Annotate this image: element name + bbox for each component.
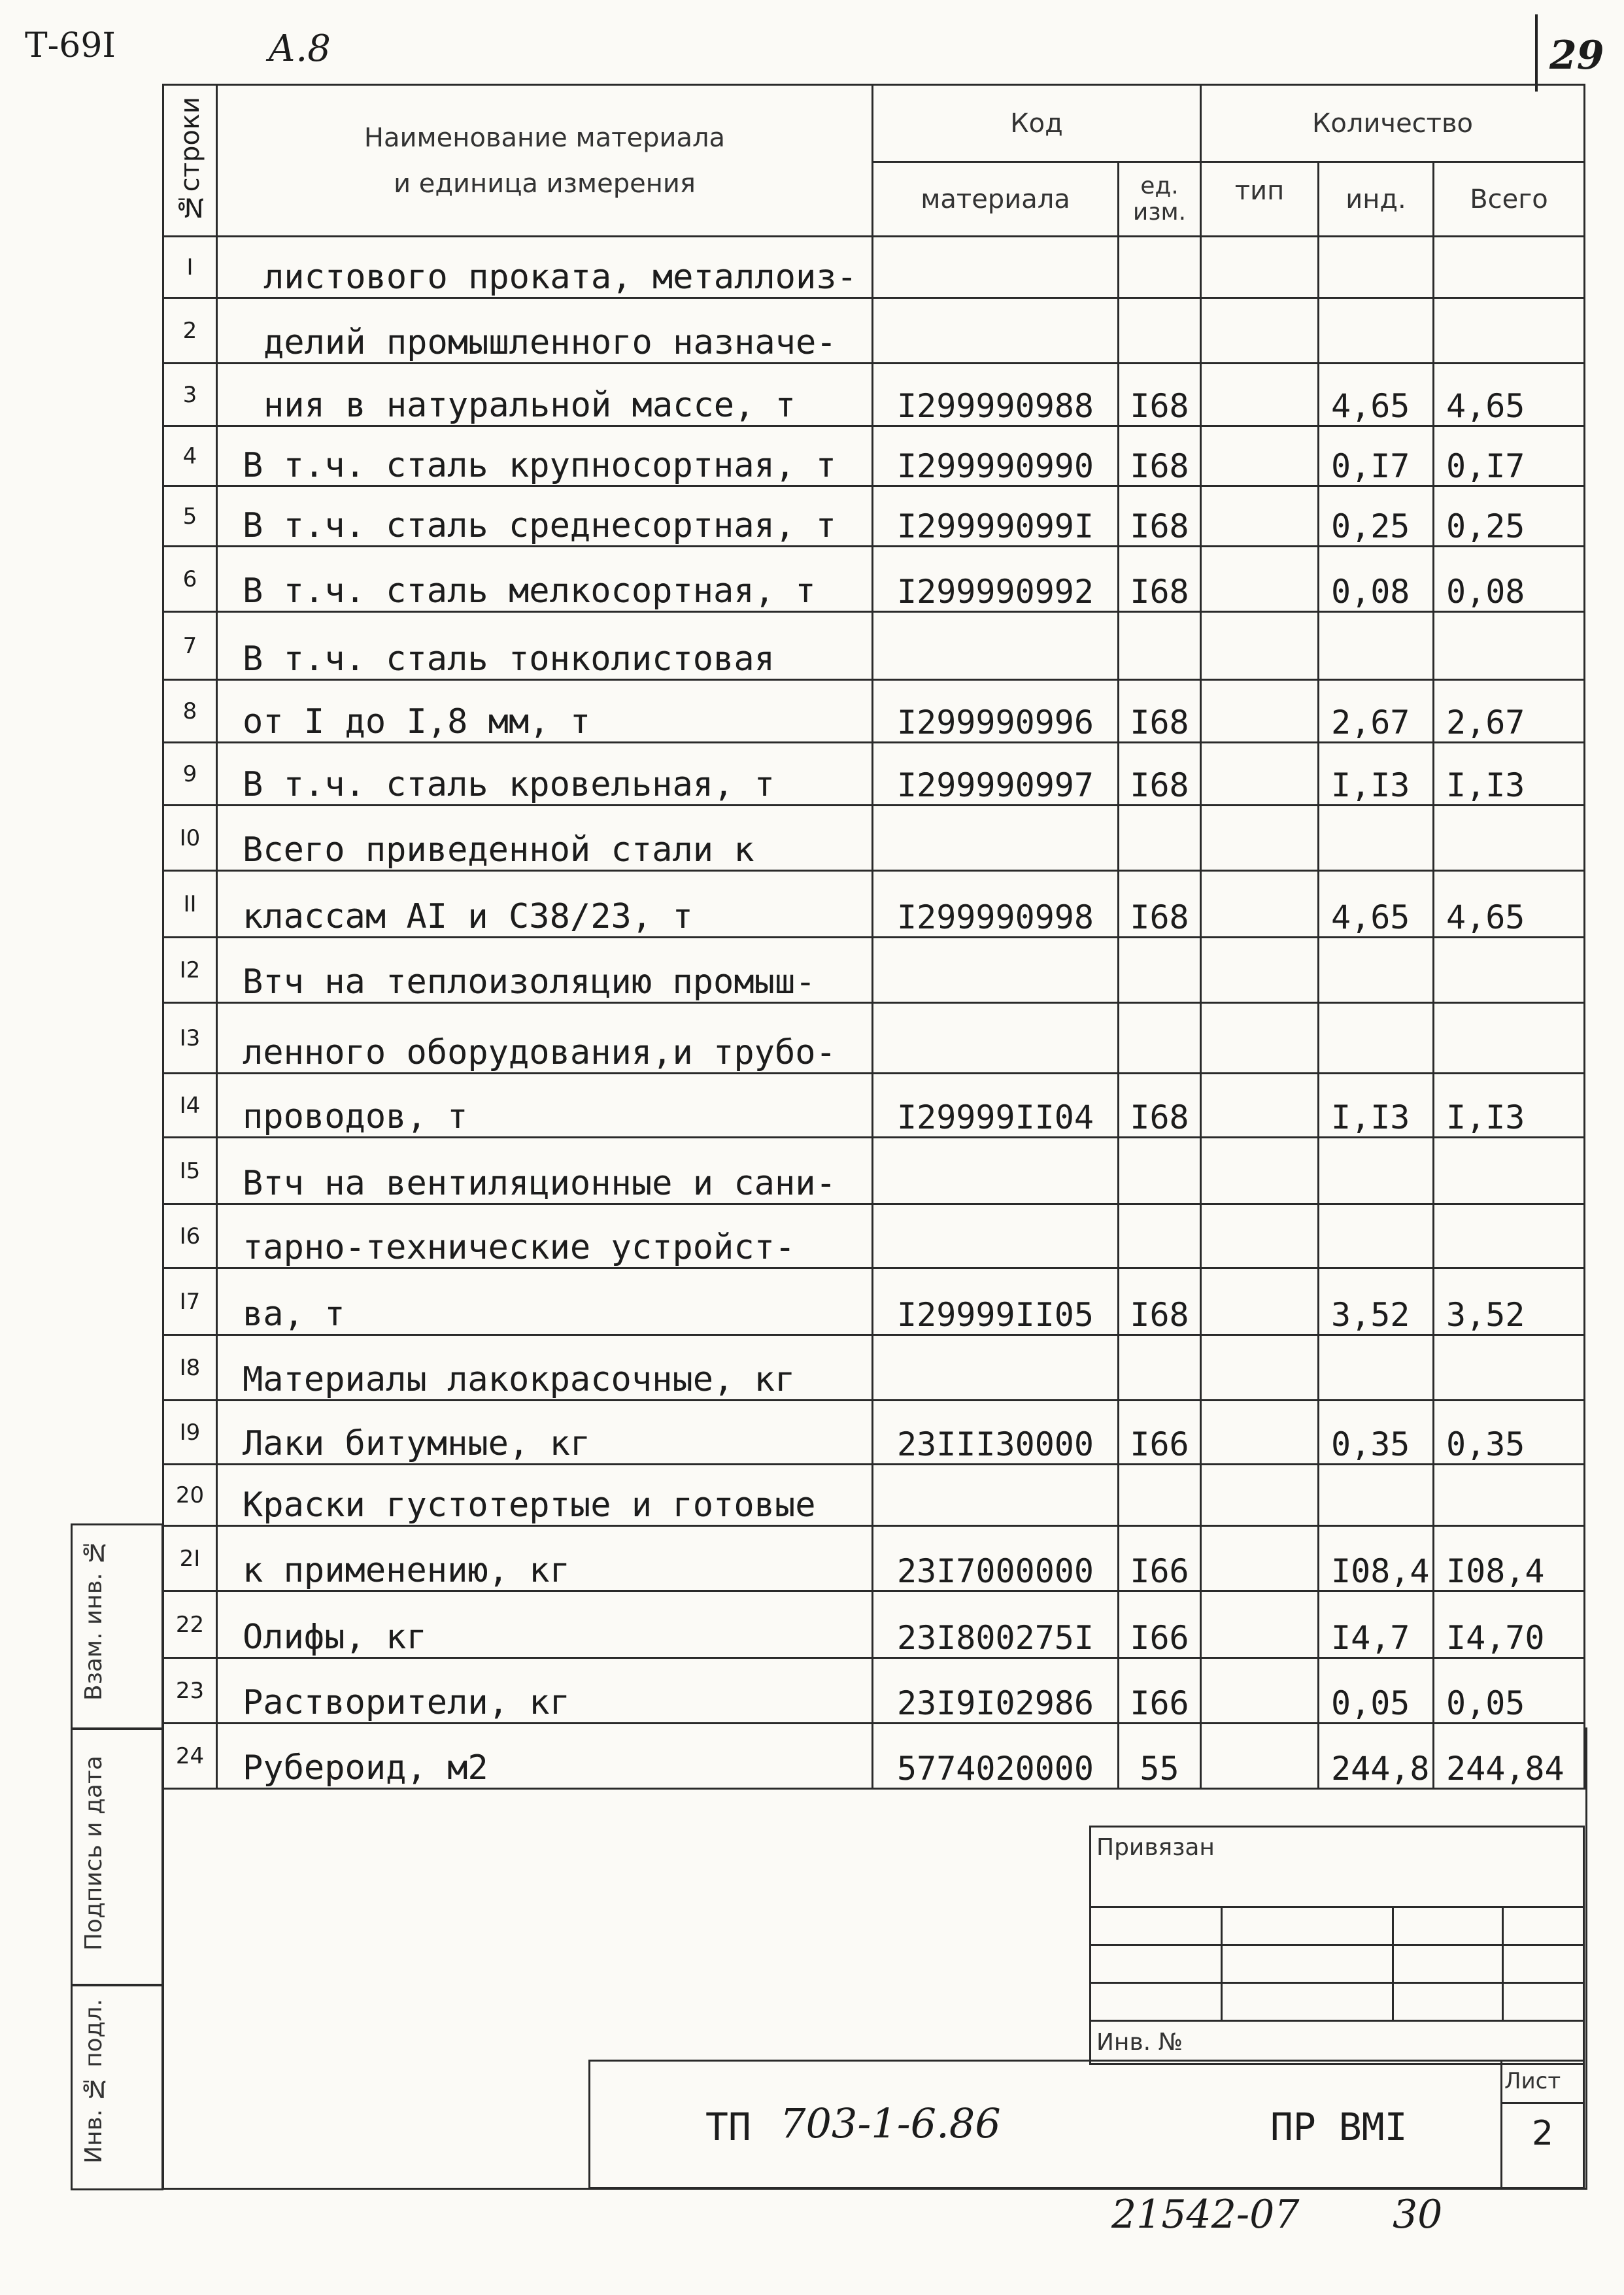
table-row <box>163 1465 1585 1526</box>
material-name: Рубероид, м2 <box>217 1724 873 1789</box>
qty-total: 0,08 <box>1434 547 1585 612</box>
qty-type <box>1201 237 1319 298</box>
qty-type <box>1201 743 1319 806</box>
qty-total: 0,25 <box>1434 486 1585 547</box>
header-qty-ind: инд. <box>1319 162 1434 237</box>
row-number: 3 <box>163 364 217 426</box>
material-code: I299990990 <box>873 426 1119 486</box>
header-qty-total: Всего <box>1434 162 1585 237</box>
row-number: I6 <box>163 1204 217 1268</box>
qty-type <box>1201 486 1319 547</box>
material-name: классам AI и С38/23, т <box>217 871 873 938</box>
unit-code <box>1119 1138 1201 1204</box>
table-row <box>163 298 1585 364</box>
unit-code: I66 <box>1119 1401 1201 1465</box>
material-code: I299990996 <box>873 680 1119 743</box>
unit-code: I68 <box>1119 1268 1201 1335</box>
table-row <box>163 612 1585 680</box>
unit-code <box>1119 298 1201 364</box>
page-number: 29 <box>1549 33 1604 78</box>
list-label: Лист <box>1504 2068 1561 2094</box>
qty-type <box>1201 1465 1319 1526</box>
material-code: 5774020000 <box>873 1724 1119 1789</box>
material-code <box>873 1335 1119 1401</box>
tp-prefix: ТП <box>705 2105 751 2149</box>
material-name: ленного оборудования,и трубо- <box>217 1003 873 1074</box>
qty-ind: I,I3 <box>1319 1074 1434 1138</box>
header-code-group: Код <box>873 85 1201 162</box>
qty-type <box>1201 938 1319 1003</box>
material-name: Втч на вентиляционные и сани- <box>217 1138 873 1204</box>
table-row <box>163 1335 1585 1401</box>
qty-total <box>1434 237 1585 298</box>
row-number: 23 <box>163 1658 217 1724</box>
qty-ind: 4,65 <box>1319 364 1434 426</box>
table-row <box>163 1074 1585 1138</box>
row-number: 6 <box>163 547 217 612</box>
table-row <box>163 1401 1585 1465</box>
album-mark: А.8 <box>268 27 331 70</box>
unit-code: I68 <box>1119 364 1201 426</box>
row-number: I8 <box>163 1335 217 1401</box>
material-code: 23I800275I <box>873 1591 1119 1658</box>
qty-ind <box>1319 1138 1434 1204</box>
list-value: 2 <box>1532 2114 1554 2153</box>
row-number: I4 <box>163 1074 217 1138</box>
table-row <box>163 426 1585 486</box>
material-code: I29999II05 <box>873 1268 1119 1335</box>
material-name: ва, т <box>217 1268 873 1335</box>
qty-ind: I08,4 <box>1319 1526 1434 1591</box>
qty-type <box>1201 612 1319 680</box>
material-name: В т.ч. сталь кровельная, т <box>217 743 873 806</box>
table-row <box>163 364 1585 426</box>
material-name: Олифы, кг <box>217 1591 873 1658</box>
table-row <box>163 1138 1585 1204</box>
material-code: 23III30000 <box>873 1401 1119 1465</box>
title-block <box>588 2060 1585 2189</box>
qty-total <box>1434 298 1585 364</box>
inv-no-label: Инв. № <box>1096 2029 1183 2056</box>
side-stamp-vzam: Взам. инв. № <box>71 1523 163 1730</box>
qty-type <box>1201 298 1319 364</box>
qty-ind <box>1319 237 1434 298</box>
material-name: тарно-технические устройст- <box>217 1204 873 1268</box>
binding-stamp <box>1089 1826 1585 2065</box>
material-code <box>873 938 1119 1003</box>
qty-ind: 0,25 <box>1319 486 1434 547</box>
qty-ind: I,I3 <box>1319 743 1434 806</box>
qty-total <box>1434 938 1585 1003</box>
qty-type <box>1201 1003 1319 1074</box>
row-number: 24 <box>163 1724 217 1789</box>
table-row <box>163 871 1585 938</box>
material-code: I29999II04 <box>873 1074 1119 1138</box>
material-code <box>873 806 1119 871</box>
material-code <box>873 1465 1119 1526</box>
row-number: 5 <box>163 486 217 547</box>
qty-ind: 0,08 <box>1319 547 1434 612</box>
row-number: I2 <box>163 938 217 1003</box>
qty-type <box>1201 547 1319 612</box>
qty-total: 0,I7 <box>1434 426 1585 486</box>
qty-total <box>1434 1003 1585 1074</box>
qty-total <box>1434 1204 1585 1268</box>
header-quantity-group: Количество <box>1201 85 1585 162</box>
row-number: II <box>163 871 217 938</box>
material-name: В т.ч. сталь крупносортная, т <box>217 426 873 486</box>
material-name: листового проката, металлоиз- <box>217 237 873 298</box>
unit-code <box>1119 1003 1201 1074</box>
qty-ind: 0,35 <box>1319 1401 1434 1465</box>
unit-code <box>1119 1465 1201 1526</box>
table-row <box>163 938 1585 1003</box>
row-number: 20 <box>163 1465 217 1526</box>
row-number: 2 <box>163 298 217 364</box>
row-number: I3 <box>163 1003 217 1074</box>
qty-ind <box>1319 938 1434 1003</box>
table-row <box>163 486 1585 547</box>
qty-ind: 2,67 <box>1319 680 1434 743</box>
qty-ind <box>1319 1335 1434 1401</box>
header-row-number: №строки <box>163 85 217 237</box>
qty-ind: I4,7 <box>1319 1591 1434 1658</box>
qty-ind <box>1319 612 1434 680</box>
header-code-material: материала <box>873 162 1119 237</box>
material-code: 23I9I02986 <box>873 1658 1119 1724</box>
material-name: ния в натуральной массе, т <box>217 364 873 426</box>
qty-ind <box>1319 1003 1434 1074</box>
material-code <box>873 237 1119 298</box>
table-row <box>163 806 1585 871</box>
qty-total: 4,65 <box>1434 871 1585 938</box>
material-name: Лаки битумные, кг <box>217 1401 873 1465</box>
material-name: Краски густотертые и готовые <box>217 1465 873 1526</box>
qty-total: I08,4 <box>1434 1526 1585 1591</box>
unit-code: I68 <box>1119 871 1201 938</box>
unit-code: I68 <box>1119 1074 1201 1138</box>
unit-code: I68 <box>1119 743 1201 806</box>
side-stamp-podpis: Подпись и дата <box>71 1727 163 1986</box>
unit-code: I68 <box>1119 486 1201 547</box>
side-stamp-inv-podl: Инв. № подл. <box>71 1984 163 2190</box>
material-code: I299990998 <box>873 871 1119 938</box>
unit-code: I66 <box>1119 1526 1201 1591</box>
material-code <box>873 1204 1119 1268</box>
unit-code: I68 <box>1119 426 1201 486</box>
order-number: 21542-07 <box>1111 2192 1300 2237</box>
unit-code: I66 <box>1119 1658 1201 1724</box>
row-number: I0 <box>163 806 217 871</box>
unit-code <box>1119 806 1201 871</box>
qty-total: 3,52 <box>1434 1268 1585 1335</box>
qty-ind: 0,05 <box>1319 1658 1434 1724</box>
table-row <box>163 680 1585 743</box>
row-number: 2I <box>163 1526 217 1591</box>
qty-type <box>1201 1268 1319 1335</box>
row-number: 7 <box>163 612 217 680</box>
unit-code <box>1119 1335 1201 1401</box>
qty-type <box>1201 1204 1319 1268</box>
page-number-divider <box>1535 14 1538 92</box>
row-number: 22 <box>163 1591 217 1658</box>
qty-total: 2,67 <box>1434 680 1585 743</box>
table-row <box>163 743 1585 806</box>
header-name: Наименование материала и единица измерения <box>217 85 873 237</box>
qty-type <box>1201 680 1319 743</box>
material-code <box>873 298 1119 364</box>
qty-ind <box>1319 1204 1434 1268</box>
privyazan-label: Привязан <box>1096 1834 1215 1861</box>
material-name: делий промышленного назначе- <box>217 298 873 364</box>
qty-total <box>1434 612 1585 680</box>
material-code <box>873 612 1119 680</box>
material-name: Материалы лакокрасочные, кг <box>217 1335 873 1401</box>
qty-total: I,I3 <box>1434 743 1585 806</box>
qty-type <box>1201 1658 1319 1724</box>
qty-type <box>1201 1526 1319 1591</box>
material-name: проводов, т <box>217 1074 873 1138</box>
table-row <box>163 1003 1585 1074</box>
table-row <box>163 1591 1585 1658</box>
qty-ind: 3,52 <box>1319 1268 1434 1335</box>
qty-type <box>1201 1401 1319 1465</box>
document-code-mark: Т-69I <box>25 26 116 65</box>
material-code: 23I7000000 <box>873 1526 1119 1591</box>
unit-code: I68 <box>1119 680 1201 743</box>
table-row <box>163 1268 1585 1335</box>
qty-total: I4,70 <box>1434 1591 1585 1658</box>
qty-type <box>1201 871 1319 938</box>
material-code: I299990992 <box>873 547 1119 612</box>
materials-table <box>162 84 1585 1790</box>
row-number: 4 <box>163 426 217 486</box>
qty-total: 0,35 <box>1434 1401 1585 1465</box>
unit-code <box>1119 237 1201 298</box>
unit-code <box>1119 938 1201 1003</box>
table-row <box>163 1658 1585 1724</box>
unit-code: I68 <box>1119 547 1201 612</box>
qty-ind <box>1319 1465 1434 1526</box>
qty-total <box>1434 1138 1585 1204</box>
qty-type <box>1201 806 1319 871</box>
row-number: 8 <box>163 680 217 743</box>
table-row <box>163 237 1585 298</box>
table-row <box>163 1526 1585 1591</box>
material-code <box>873 1138 1119 1204</box>
material-name: к применению, кг <box>217 1526 873 1591</box>
row-number: 9 <box>163 743 217 806</box>
qty-total: 4,65 <box>1434 364 1585 426</box>
sheet-number: 30 <box>1393 2192 1443 2237</box>
material-code <box>873 1003 1119 1074</box>
unit-code <box>1119 612 1201 680</box>
doc-code: ПР ВМI <box>1270 2105 1408 2149</box>
row-number: I <box>163 237 217 298</box>
header-unit: ед. изм. <box>1119 162 1201 237</box>
unit-code: I66 <box>1119 1591 1201 1658</box>
material-name: В т.ч. сталь мелкосортная, т <box>217 547 873 612</box>
qty-ind: 4,65 <box>1319 871 1434 938</box>
table-row <box>163 547 1585 612</box>
header-qty-type: тип <box>1201 162 1319 237</box>
qty-ind: 244,8 <box>1319 1724 1434 1789</box>
qty-ind <box>1319 298 1434 364</box>
row-number: I7 <box>163 1268 217 1335</box>
material-code: I299990997 <box>873 743 1119 806</box>
row-number: I9 <box>163 1401 217 1465</box>
material-name: от I до I,8 мм, т <box>217 680 873 743</box>
qty-total: I,I3 <box>1434 1074 1585 1138</box>
material-code: I299990988 <box>873 364 1119 426</box>
qty-ind: 0,I7 <box>1319 426 1434 486</box>
tp-number: 703-1-6.86 <box>780 2100 1001 2147</box>
row-number: I5 <box>163 1138 217 1204</box>
qty-total <box>1434 806 1585 871</box>
material-name: Втч на теплоизоляцию промыш- <box>217 938 873 1003</box>
qty-type <box>1201 364 1319 426</box>
material-name: Растворители, кг <box>217 1658 873 1724</box>
material-name: В т.ч. сталь среднесортная, т <box>217 486 873 547</box>
qty-type <box>1201 1138 1319 1204</box>
unit-code <box>1119 1204 1201 1268</box>
table-row <box>163 1204 1585 1268</box>
qty-type <box>1201 1591 1319 1658</box>
material-code: I29999099I <box>873 486 1119 547</box>
qty-type <box>1201 1335 1319 1401</box>
qty-total: 0,05 <box>1434 1658 1585 1724</box>
qty-type <box>1201 426 1319 486</box>
material-name: В т.ч. сталь тонколистовая <box>217 612 873 680</box>
qty-ind <box>1319 806 1434 871</box>
material-name: Всего приведенной стали к <box>217 806 873 871</box>
qty-total: 244,84 <box>1434 1724 1585 1789</box>
qty-total <box>1434 1335 1585 1401</box>
unit-code: 55 <box>1119 1724 1201 1789</box>
qty-total <box>1434 1465 1585 1526</box>
qty-type <box>1201 1074 1319 1138</box>
